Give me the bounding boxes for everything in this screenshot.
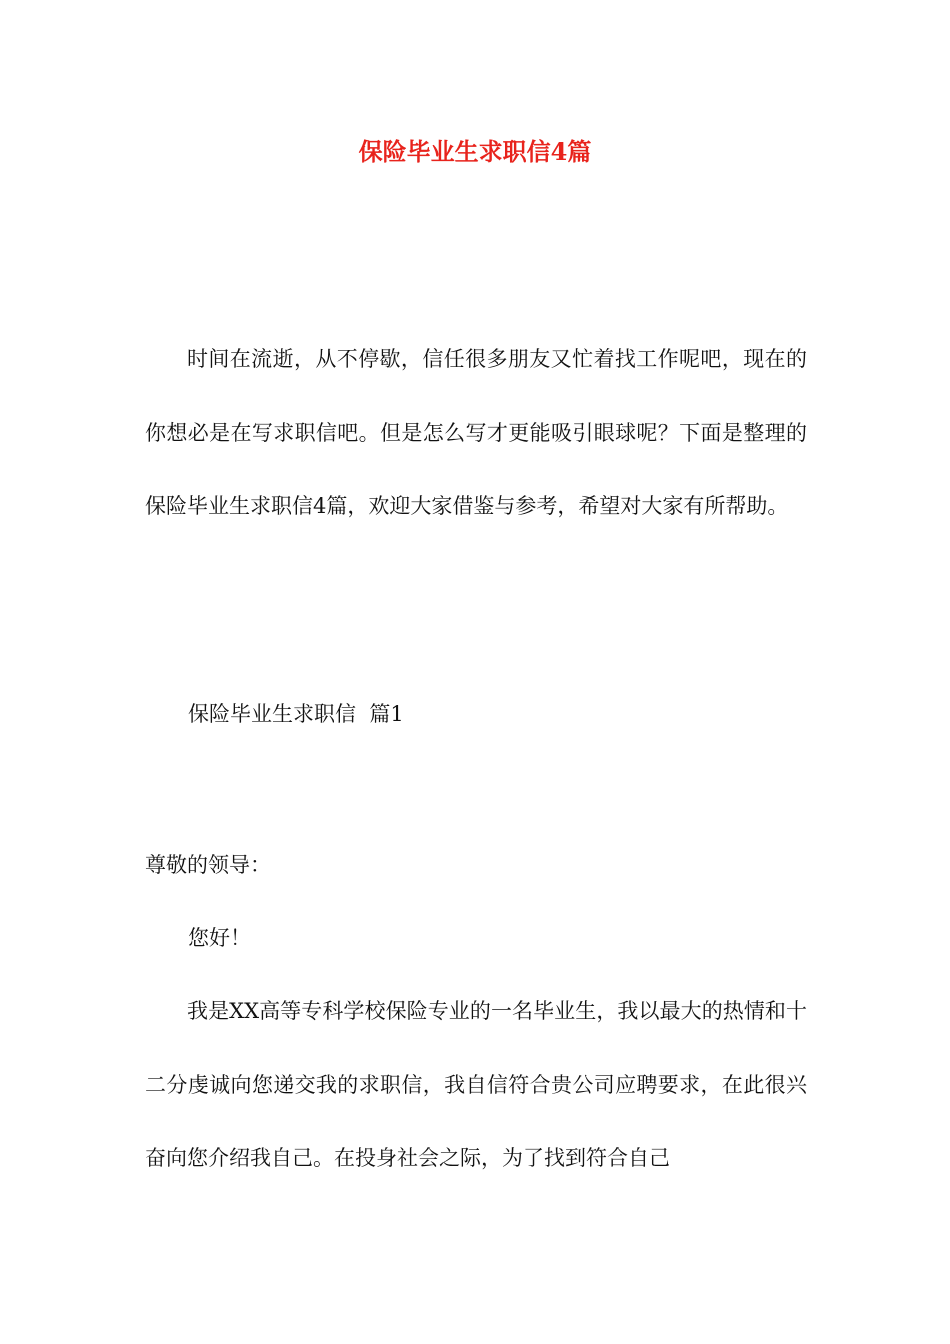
document-title: 保险毕业生求职信4篇 [358, 137, 592, 166]
body-paragraph: 我是XX高等专科学校保险专业的一名毕业生，我以最大的热情和十二分虔诚向您递交我的求职信，我自信符合贵公司应聘要求，在此很兴奋向您介绍我自己。在投身社会之际，为了找到符合自己 [145, 999, 807, 1170]
intro-paragraph: 时间在流逝，从不停歇，信任很多朋友又忙着找工作呢吧，现在的你想必是在写求职信吧。但是怎么写才更能吸引眼球呢？下面是整理的保险毕业生求职信4篇，欢迎大家借鉴与参考，希望对大家有所帮助。 [145, 347, 807, 518]
greeting: 您好！ [188, 926, 251, 950]
section-heading: 保险毕业生求职信 篇1 [188, 702, 404, 726]
salutation: 尊敬的领导： [145, 853, 271, 877]
